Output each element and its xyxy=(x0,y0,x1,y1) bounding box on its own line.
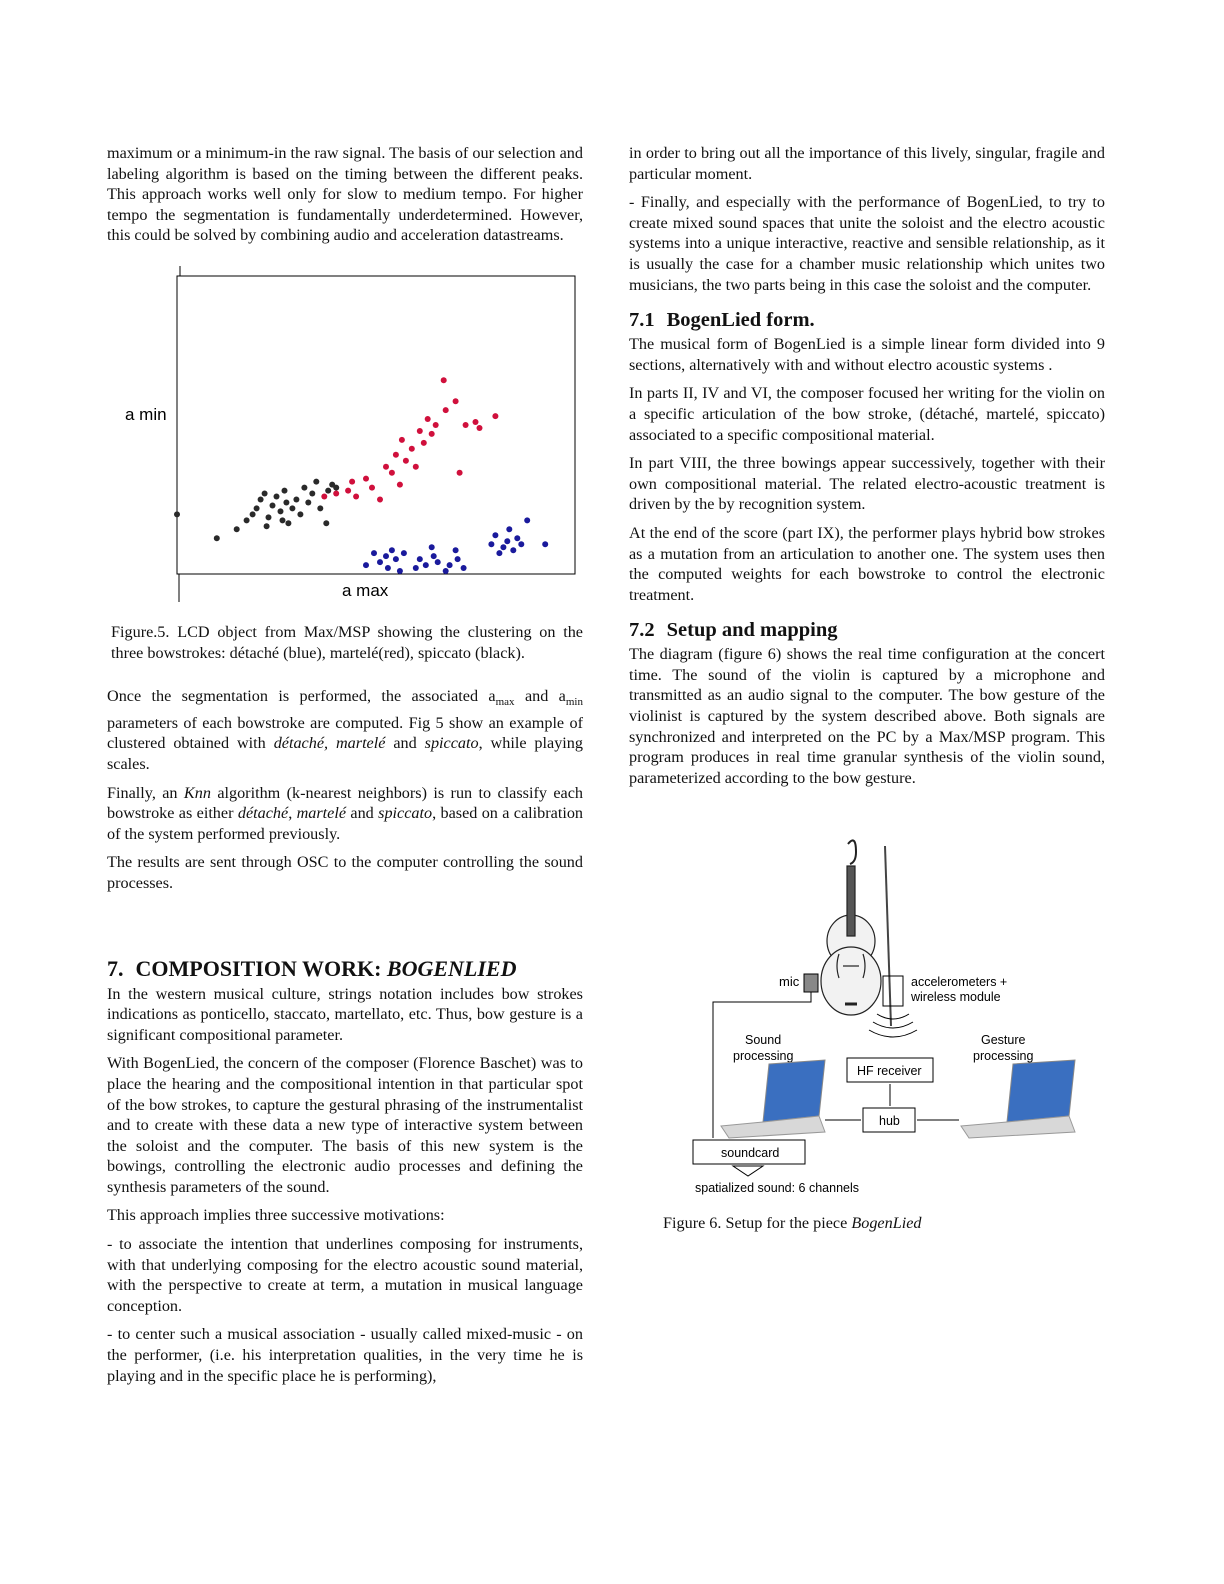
section-heading: 7. COMPOSITION WORK: BOGENLIED xyxy=(107,955,517,981)
data-point-détaché xyxy=(504,538,510,544)
data-point-détaché xyxy=(413,565,419,571)
data-point-martelé xyxy=(441,377,447,383)
data-point-martelé xyxy=(413,464,419,470)
data-point-spiccato xyxy=(250,511,256,517)
data-point-détaché xyxy=(429,544,435,550)
paragraph: - Finally, and especially with the performance of BogenLied, to try to create mixed sound spaces that unite the soloist and the electro acoustic systems into a unique interactive, reactive and sensible relationship, as it is usually the case for a chamber music relationship which unites two musicians, the two parts being in this case the soloist and the computer. xyxy=(629,193,1105,294)
left-column xyxy=(107,143,583,1394)
x-axis-label: a max xyxy=(342,580,389,600)
accelerometer-label: wireless module xyxy=(911,990,1001,1005)
right-column xyxy=(629,143,1105,1233)
data-point-détaché xyxy=(377,559,383,565)
data-point-détaché xyxy=(514,535,520,541)
data-point-détaché xyxy=(423,562,429,568)
data-point-martelé xyxy=(433,422,439,428)
paragraph: - to associate the intention that underlines composing for instruments, with that underlying composing for the electro acoustic sound material, with the perspective to create at term, a mutation in musical language conception. xyxy=(107,1235,583,1315)
data-point-détaché xyxy=(363,562,369,568)
data-point-martelé xyxy=(377,496,383,502)
data-point-spiccato xyxy=(317,505,323,511)
data-point-spiccato xyxy=(244,517,250,523)
laptop-icon xyxy=(721,1060,825,1138)
data-point-martelé xyxy=(321,493,327,499)
data-point-spiccato xyxy=(264,523,270,529)
figure-6-caption: Figure 6. Setup for the piece BogenLied xyxy=(663,1214,922,1233)
data-point-spiccato xyxy=(214,535,220,541)
data-point-spiccato xyxy=(289,505,295,511)
data-point-spiccato xyxy=(278,508,284,514)
data-point-martelé xyxy=(409,446,415,452)
data-point-détaché xyxy=(435,559,441,565)
data-point-spiccato xyxy=(313,479,319,485)
data-point-martelé xyxy=(492,413,498,419)
sound-processing-label: processing xyxy=(733,1049,794,1064)
data-point-spiccato xyxy=(254,505,260,511)
data-point-martelé xyxy=(425,416,431,422)
data-point-spiccato xyxy=(270,502,276,508)
data-point-martelé xyxy=(403,458,409,464)
gesture-processing-label: processing xyxy=(973,1049,1034,1064)
data-point-martelé xyxy=(421,440,427,446)
paragraph: maximum or a minimum-in the raw signal. The basis of our selection and labeling algorithm is based on the timing between the different peaks. This approach works well only for slow to medium tempo. For higher tempo the segmentation is fundamentally underdetermined. However, this could be solved by combining audio and acceleration datastreams. xyxy=(107,144,583,245)
y-axis-label: a min xyxy=(125,404,167,424)
paragraph: With BogenLied, the concern of the composer (Florence Baschet) was to place the hearing and the compositional intention in that particular spot of the bow strokes, to capture the gestural phrasing of the instrumentalist and to create with these data a new type of interactive system between the soloist and the computer. The basis of this new system is the bowings, controlling the electronic audio processes and defining the synthesis parameters of the sound. xyxy=(107,1054,583,1196)
hf-receiver-label: HF receiver xyxy=(857,1064,922,1079)
paragraph: In the western musical culture, strings notation includes bow strokes indications as ponticello, staccato, martellato, etc. Thus, bow gesture is a significant compositional parameter. xyxy=(107,984,583,1044)
data-point-détaché xyxy=(447,562,453,568)
data-point-détaché xyxy=(397,568,403,574)
data-point-détaché xyxy=(393,556,399,562)
data-point-spiccato xyxy=(333,485,339,491)
paragraph: In parts II, IV and VI, the composer focused her writing for the violin on a specific articulation of the bow stroke, (détaché, martelé, spiccato) associated to a specific compositional material. xyxy=(629,384,1105,444)
paragraph: The results are sent through OSC to the computer controlling the sound processes. xyxy=(107,853,583,892)
subsection-heading: 7.1 BogenLied form. xyxy=(629,309,815,332)
data-point-détaché xyxy=(431,553,437,559)
bow-icon xyxy=(885,846,891,1026)
data-point-spiccato xyxy=(282,488,288,494)
figure-5 xyxy=(107,266,583,618)
data-point-détaché xyxy=(371,550,377,556)
data-point-martelé xyxy=(417,428,423,434)
paragraph: The musical form of BogenLied is a simple linear form divided into 9 sections, alternatively with and without electro acoustic systems . xyxy=(629,335,1105,374)
data-point-martelé xyxy=(389,470,395,476)
output-arrow xyxy=(733,1166,763,1176)
data-point-martelé xyxy=(349,479,355,485)
sound-processing-label: Sound xyxy=(745,1033,782,1048)
data-point-détaché xyxy=(488,541,494,547)
data-point-détaché xyxy=(492,532,498,538)
data-point-spiccato xyxy=(309,490,315,496)
accelerometer-box xyxy=(883,976,903,1006)
paragraph: This approach implies three successive motivations: xyxy=(107,1206,445,1225)
wireless-waves-icon xyxy=(869,1014,917,1037)
data-point-spiccato xyxy=(301,485,307,491)
paragraph: Finally, an Knn algorithm (k-nearest neighbors) is run to classify each bowstroke as either détaché, martelé and spiccato, based on a calibration of the system performed previously. xyxy=(107,783,584,843)
data-point-détaché xyxy=(461,565,467,571)
data-point-spiccato xyxy=(283,499,289,505)
data-point-détaché xyxy=(518,541,524,547)
data-point-détaché xyxy=(524,517,530,523)
data-point-détaché xyxy=(385,565,391,571)
data-point-détaché xyxy=(383,553,389,559)
soundcard-label: soundcard xyxy=(721,1146,780,1161)
laptop-icon xyxy=(961,1060,1075,1138)
data-point-spiccato xyxy=(234,526,240,532)
data-point-martelé xyxy=(363,476,369,482)
paragraph: in order to bring out all the importance of this lively, singular, fragile and particular moment. xyxy=(629,144,1105,183)
accelerometer-label: accelerometers + xyxy=(911,975,1008,990)
data-point-spiccato xyxy=(325,488,331,494)
data-point-détaché xyxy=(510,547,516,553)
paragraph: The diagram (figure 6) shows the real time configuration at the concert time. The sound of the violin is captured by a microphone and transmitted as an audio signal to the computer. The bow gesture of the violinist is captured by the system described above. Both signals are synchronized and interpreted on the PC by a Max/MSP program. This program produces in real time granular synthesis of the violin sound, parameterized according to the bow gesture. xyxy=(629,645,1105,787)
data-point-spiccato xyxy=(258,496,264,502)
data-point-spiccato xyxy=(293,496,299,502)
data-points xyxy=(174,377,548,574)
data-point-spiccato xyxy=(262,490,268,496)
data-point-martelé xyxy=(353,493,359,499)
hub-label: hub xyxy=(879,1114,900,1129)
data-point-spiccato xyxy=(305,499,311,505)
data-point-martelé xyxy=(333,490,339,496)
data-point-détaché xyxy=(453,547,459,553)
data-point-spiccato xyxy=(323,520,329,526)
data-point-martelé xyxy=(397,482,403,488)
mic-label: mic xyxy=(779,974,800,990)
data-point-détaché xyxy=(496,550,502,556)
data-point-détaché xyxy=(455,556,461,562)
data-point-martelé xyxy=(473,419,479,425)
data-point-martelé xyxy=(443,407,449,413)
data-point-spiccato xyxy=(285,520,291,526)
data-point-détaché xyxy=(500,544,506,550)
data-point-détaché xyxy=(401,550,407,556)
data-point-martelé xyxy=(463,422,469,428)
paragraph: At the end of the score (part IX), the performer plays hybrid bow strokes as a mutation from an articulation to another one. The system uses then the computed weights for each bowstroke to control the electronic treatment. xyxy=(629,523,1105,604)
data-point-martelé xyxy=(383,464,389,470)
data-point-martelé xyxy=(477,425,483,431)
data-point-détaché xyxy=(389,547,395,553)
data-point-martelé xyxy=(393,452,399,458)
data-point-martelé xyxy=(457,470,463,476)
data-point-martelé xyxy=(429,431,435,437)
paragraph: In part VIII, the three bowings appear successively, together with their own compositional material. The related electro-acoustic treatment is driven by the by recognition system. xyxy=(629,454,1105,514)
data-point-martelé xyxy=(399,437,405,443)
data-point-martelé xyxy=(369,485,375,491)
subsection-heading: 7.2 Setup and mapping xyxy=(629,619,838,642)
data-point-martelé xyxy=(453,398,459,404)
data-point-spiccato xyxy=(266,514,272,520)
violin-icon xyxy=(821,841,881,1016)
data-point-détaché xyxy=(542,541,548,547)
setup-diagram xyxy=(629,826,1105,1206)
data-point-martelé xyxy=(345,488,351,494)
data-point-spiccato xyxy=(174,511,180,517)
spatialized-label: spatialized sound: 6 channels xyxy=(695,1181,860,1196)
scatter-plot xyxy=(107,266,583,618)
data-point-spiccato xyxy=(280,517,286,523)
data-point-détaché xyxy=(506,526,512,532)
figure-6 xyxy=(629,826,1105,1206)
mic-icon xyxy=(804,974,818,992)
paragraph: - to center such a musical association - usually called mixed-music - on the performer, (i.e. his interpretation qualities, in the very time he is playing and in the specific place he is performing), xyxy=(107,1325,583,1385)
paragraph: Once the segmentation is performed, the associated $a_{max}$ and $a_{min}$ parameters of each bowstroke are computed. Fig 5 show an example of clustered obtained with détaché, martelé and spiccato, while playing scales. xyxy=(107,686,583,773)
data-point-spiccato xyxy=(297,511,303,517)
data-point-détaché xyxy=(417,556,423,562)
gesture-processing-label: Gesture xyxy=(981,1033,1026,1048)
data-point-détaché xyxy=(443,568,449,574)
data-point-spiccato xyxy=(274,493,280,499)
figure-5-caption: Figure.5. LCD object from Max/MSP showing the clustering on the three bowstrokes: détaché (blue), martelé(red), spiccato (black). xyxy=(111,622,583,662)
